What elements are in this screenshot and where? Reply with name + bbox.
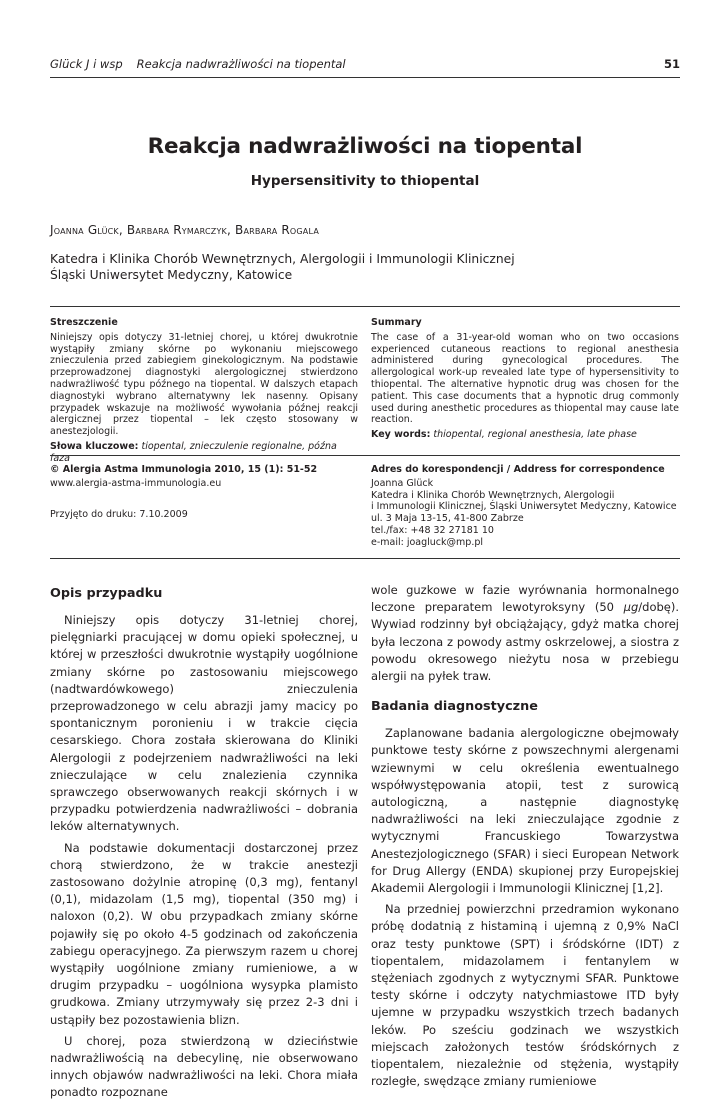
paragraph: U chorej, poza stwierdzoną w dzieciństwie nadwrażliwością na debecylinę, nie obserwowano innych objawów nadwrażliwości na leki. Chora miała ponadto rozpoznane <box>50 1033 358 1100</box>
running-header <box>50 57 680 73</box>
streszczenie-box <box>50 317 358 465</box>
body-column-left <box>50 586 358 1102</box>
streszczenie-label: Streszczenie <box>50 317 118 328</box>
summary-label: Summary <box>371 317 422 328</box>
paragraph: Niniejszy opis dotyczy 31-letniej chorej, pielęgniarki pracującej w domu opieki społecznej, u której w przeszłości dwukrotnie wystąpiły uogólnione zmiany skórne po zastosowaniu miejscowego (nadtwardówkowego) znieczulenia przeprowadzonego w celu abrazji jamy macicy po spontanicznym poronieniu i w trakcie cięcia cesarskiego. Chora została skierowana do Kliniki Alergologii z podejrzeniem nadwrażliwości na leki znieczulające w celu znalezienia czynnika sprawczego obserwowanych reakcji skórnych i w przypadku potwierdzenia nadwrażliwości – dobrania leków alternatywnych. <box>50 613 358 834</box>
body-top-rule <box>50 558 680 559</box>
correspondence-box <box>371 464 679 549</box>
keywords-value: thiopental, regional anesthesia, late phase <box>433 429 637 441</box>
streszczenie-text: Niniejszy opis dotyczy 31-letniej chorej, u której dwukrotnie wystąpiły zmiany skórne po wykonaniu miejscowego znieczulenia przed zabiegiem ginekologicznym. Na podstawie przeprowadzonej diagnostyki alergologicznej stwierdzono nadwrażliwość typu późnego na tiopental. W dalszych etapach diagnostyki wybrano alternatywny lek nasenny. Opisany przypadek wskazuje na możliwość wywołania późnej reakcji alergicznej przez tiopental – lek często stosowany w anestezjologii. <box>50 331 358 438</box>
running-authors: Glück J i wsp <box>50 57 123 71</box>
section-heading-case: Opis przypadku <box>50 586 163 601</box>
abstract-top-rule <box>50 306 680 307</box>
affiliation <box>50 252 680 283</box>
copyright-line: © Alergia Astma Immunologia 2010, 15 (1): 51-52 <box>50 464 318 475</box>
page-number: 51 <box>663 57 680 71</box>
body-column-right <box>371 582 679 1090</box>
affiliation-line: Katedra i Klinika Chorób Wewnętrznych, Alergologii i Immunologii Klinicznej <box>50 252 515 266</box>
correspondence-line: i Immunologii Klinicznej, Śląski Uniwersytet Medyczny, Katowice <box>371 501 677 513</box>
keywords-label: Słowa kluczowe: <box>50 440 139 452</box>
accepted-date: Przyjęto do druku: 7.10.2009 <box>50 508 188 520</box>
website-link[interactable]: www.alergia-astma-immunologia.eu <box>50 477 222 489</box>
running-title-group <box>50 57 346 71</box>
correspondence-line: Katedra i Klinika Chorób Wewnętrznych, Alergologii <box>371 489 615 501</box>
paragraph: Zaplanowane badania alergologiczne obejmowały punktowe testy skórne z powszechnymi alergenami wziewnymi w celu określenia ewentualnego współwystępowania atopii, test z surowicą autologiczną, a następnie diagnostykę nadwrażliwości na leki znieczulające zgodnie z wytycznymi Francuskiego Towarzystwa Anestezjologicznego (SFAR) i sieci European Network for Drug Allergy (ENDA) skupionej przy Europejskiej Akademii Alergologii i Immunologii Klinicznej [1,2]. <box>371 726 679 896</box>
paragraph: Na przedniej powierzchni przedramion wykonano próbę dodatnią z histaminą i ujemną z 0,9% NaCl oraz testy punktowe (SPT) i śródskórne (IDT) z tiopentalem, midazolamem i fentanylem w stężeniach zgodnych z wytycznymi SFAR. Punktowe testy skórne i odczyty natychmiastowe ITD były ujemne w przypadku wszystkich trzech badanych leków. Po sześciu godzinach we wszystkich miejscach założonych testów śródskórnych z tiopentalem, niezależnie od stężenia, wystąpiły rozległe, swędzące zmiany rumieniowe <box>371 902 679 1089</box>
section-heading-diagnostics: Badania diagnostyczne <box>371 699 538 715</box>
keywords-label: Key words: <box>371 429 431 441</box>
unit-mu-g: μg <box>623 600 639 615</box>
correspondence-name: Joanna Glück <box>371 477 434 489</box>
author-list: Joanna Glück, Barbara Rymarczyk, Barbara Rogala <box>50 223 319 237</box>
affiliation-line: Śląski Uniwersytet Medyczny, Katowice <box>50 267 293 282</box>
streszczenie-keywords <box>50 441 358 465</box>
correspondence-line: ul. 3 Maja 13-15, 41-800 Zabrze <box>371 513 524 525</box>
paragraph: Na podstawie dokumentacji dostarczonej przez chorą stwierdzono, że w trakcie anestezji zastosowano dożylnie atropinę (0,3 mg), fentanyl (0,1), midazolam (1,5 mg), tiopental (350 mg) i naloxon (0,2). W obu przypadkach zmiany skórne pojawiły się po około 4-5 godzinach od zakończenia zabiegu operacyjnego. Za pierwszym razem u chorej wystąpiły uogólnione zmiany rumieniowe, a w drugim przypadku – uogólniona wysypka plamisto grudkowa. Zmiany utrzymywały się przez 2-3 dni i ustąpiły bez pozostawienia blizn. <box>50 840 358 1027</box>
article-title: Reakcja nadwrażliwości na tiopental <box>147 134 583 159</box>
text-run: /dobę). Wywiad rodzinny był obciążający, gdyż matka chorej była leczona z powody astmy oskrzelowej, a siostra z powodu okresowego nieżytu nosa w przebiegu alergii na pyłek traw. <box>371 600 679 684</box>
paragraph <box>371 582 679 685</box>
running-title: Reakcja nadwrażliwości na tiopental <box>136 57 346 71</box>
article-subtitle: Hypersensitivity to thiopental <box>250 173 480 189</box>
correspondence-line: tel./fax: +48 32 27181 10 <box>371 524 494 536</box>
publication-info <box>50 464 358 520</box>
header-rule <box>50 77 680 78</box>
abstract-bottom-rule <box>50 455 680 456</box>
keywords-value: tiopental, znieczulenie regionalne, późna faza <box>50 440 337 464</box>
summary-keywords <box>371 429 679 441</box>
correspondence-label: Adres do korespondencji / Address for correspondence <box>371 464 665 475</box>
summary-text: The case of a 31-year-old woman who on two occasions experienced cutaneous reactions to regional anesthesia administered during gynecological procedures. The allergological work-up revealed late type of hypersensitivity to thiopental. The alternative hypnotic drug was chosen for the patient. This case documents that a hypnotic drug commonly used during anesthetic procedures as thiopental may cause late reaction. <box>371 331 679 426</box>
summary-box <box>371 317 679 441</box>
text-run: wole guzkowe w fazie wyrównania hormonalnego leczone preparatem lewotyroksyny (50 <box>371 583 679 615</box>
correspondence-email[interactable]: e-mail: joagluck@mp.pl <box>371 536 484 548</box>
